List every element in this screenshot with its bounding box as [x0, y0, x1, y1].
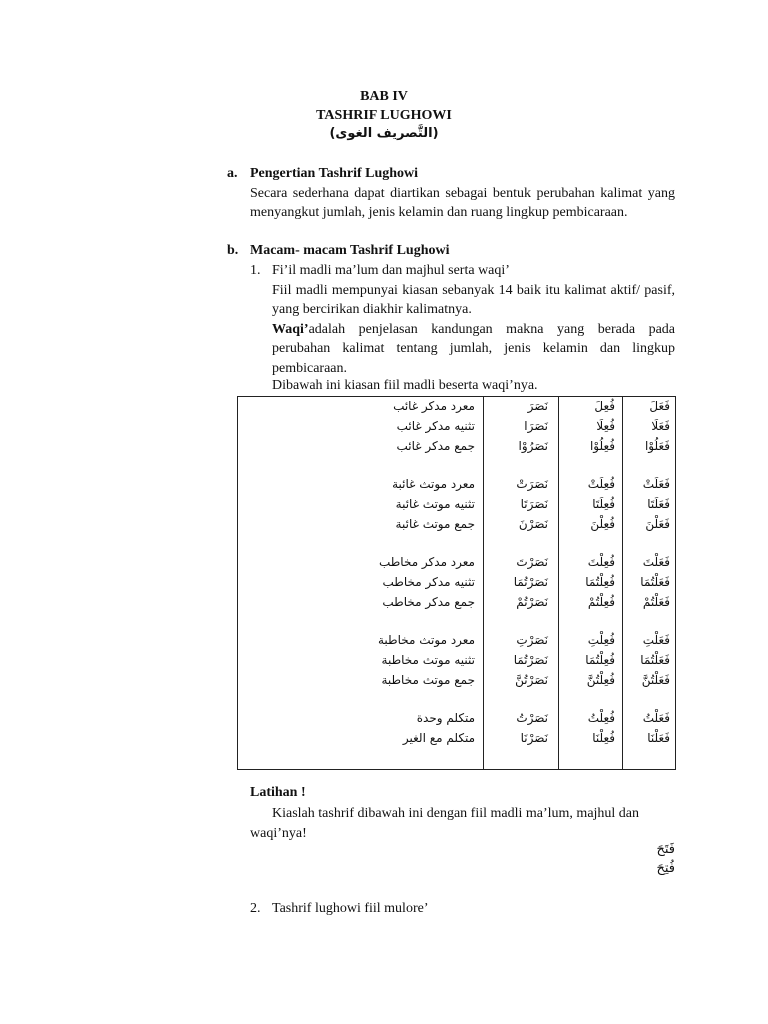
table-cell-description: تثنيه موتث غائبة [395, 497, 475, 511]
section-b-marker: b. [227, 243, 239, 258]
item1-marker: 1. [250, 263, 261, 278]
table-cell-verb: نَصَرَ [527, 399, 548, 413]
waqi-label: Waqi’ [272, 322, 309, 337]
table-cell-description: جمع مدكر غائب [396, 439, 475, 453]
item2-title: Tashrif lughowi fiil mulore’ [272, 901, 429, 916]
table-cell-verb: فُعِلْتَ [587, 555, 615, 569]
latihan-text-line-2: waqi’nya! [250, 826, 307, 841]
table-cell-description: متكلم وحدة [416, 711, 475, 725]
item1-title: Fi’il madli ma’lum dan majhul serta waqi’ [272, 263, 510, 278]
item1-paragraph-1: Fiil madli mempunyai kiasan sebanyak 14 baik itu kalimat aktif/ pasif, yang bercirikan diakhir kalimatnya. [272, 283, 675, 318]
table-cell-description: معرد موتث مخاطبة [378, 633, 475, 647]
chapter-arabic-title: (التَّصريف الغوى) [329, 126, 439, 141]
table-cell-description: معرد مدكر غائب [393, 399, 475, 413]
table-cell-description: جمع موتث غائبة [395, 517, 475, 531]
table-divider [558, 397, 559, 769]
table-cell-verb: فُعِلْتُمْ [587, 595, 615, 609]
table-cell-verb: فُعِلْتِ [587, 633, 615, 647]
table-cell-verb: فَعَلْنَا [647, 731, 670, 745]
table-cell-verb: فَعَلْتُمَا [640, 653, 670, 667]
table-cell-verb: نَصَرْنَ [518, 517, 548, 531]
item1-paragraph-2 [272, 320, 675, 378]
table-cell-verb: نَصَرْتُمَا [513, 653, 548, 667]
latihan-text-line-1: Kiaslah tashrif dibawah ini dengan fiil madli ma’lum, majhul dan [272, 806, 640, 821]
table-cell-verb: نَصَرَتَا [520, 497, 548, 511]
table-cell-verb: نَصَرْتِ [516, 633, 548, 647]
table-divider [622, 397, 623, 769]
table-cell-verb: فَعَلْتُ [642, 711, 670, 725]
section-a-title: Pengertian Tashrif Lughowi [250, 166, 419, 181]
latihan-title: Latihan ! [250, 785, 306, 800]
section-b-title: Macam- macam Tashrif Lughowi [250, 243, 450, 258]
table-cell-verb: فَعَلْتُنَّ [641, 673, 670, 687]
exercise-word-1: فَتَحَ [656, 842, 675, 857]
section-a-marker: a. [227, 166, 238, 181]
table-cell-verb: فَعَلَ [649, 399, 670, 413]
table-cell-description: تثنيه مدكر غائب [396, 419, 475, 433]
table-cell-verb: نَصَرْتَ [516, 555, 548, 569]
table-cell-verb: فُعِلَ [594, 399, 615, 413]
table-cell-verb: فَعَلَا [651, 419, 670, 433]
table-divider [483, 397, 484, 769]
table-cell-verb: نَصَرُوْا [518, 439, 548, 453]
table-cell-description: متكلم مع الغير [402, 731, 475, 745]
table-cell-verb: فُعِلْتُمَا [585, 575, 615, 589]
table-cell-verb: فَعَلْتِ [642, 633, 670, 647]
table-cell-verb: فَعَلَتْ [642, 477, 670, 491]
table-cell-verb: فَعَلْتُمْ [642, 595, 670, 609]
waqi-definition: adalah penjelasan kandungan makna yang berada pada perubahan kalimat tentang jumlah, jenis kelamin dan lingkup pembicaraan. [272, 322, 675, 376]
table-cell-verb: نَصَرْتُمَا [513, 575, 548, 589]
exercise-word-2: فُتِحَ [656, 861, 675, 876]
table-cell-verb: نَصَرَتْ [516, 477, 548, 491]
table-cell-verb: نَصَرَا [524, 419, 548, 433]
table-cell-description: جمع مدكر مخاطب [382, 595, 475, 609]
table-cell-description: جمع موتث مخاطبة [381, 673, 475, 687]
table-cell-verb: فُعِلَتْ [587, 477, 615, 491]
table-cell-verb: فُعِلْتُ [587, 711, 615, 725]
table-cell-verb: فَعَلُوْا [644, 439, 670, 453]
table-cell-description: تثنيه موتث مخاطبة [381, 653, 475, 667]
section-a-text: Secara sederhana dapat diartikan sebagai bentuk perubahan kalimat yang menyangkut jumlah, jenis kelamin dan ruang lingkup pembicaraan. [250, 186, 675, 220]
table-intro: Dibawah ini kiasan fiil madli beserta waqi’nya. [272, 378, 538, 393]
table-cell-verb: فَعَلْتُمَا [640, 575, 670, 589]
table-cell-description: معرد موتث غائبة [392, 477, 475, 491]
table-cell-verb: نَصَرْتُمْ [516, 595, 548, 609]
chapter-label: BAB IV [360, 89, 408, 104]
table-cell-verb: فُعِلُوْا [589, 439, 615, 453]
chapter-title: TASHRIF LUGHOWI [316, 108, 452, 123]
table-cell-description: تثنيه مدكر مخاطب [382, 575, 475, 589]
item2-marker: 2. [250, 901, 261, 916]
table-cell-verb: فُعِلَتَا [592, 497, 615, 511]
table-cell-verb: فُعِلَا [596, 419, 615, 433]
table-cell-verb: فَعَلْتَ [642, 555, 670, 569]
table-cell-verb: نَصَرْتُنَّ [515, 673, 548, 687]
table-cell-verb: فُعِلْتُنَّ [586, 673, 615, 687]
table-cell-verb: نَصَرْتُ [516, 711, 548, 725]
table-cell-description: معرد مدكر مخاطب [378, 555, 475, 569]
tashrif-table [237, 396, 676, 770]
table-cell-verb: فَعَلَتَا [647, 497, 670, 511]
table-cell-verb: فُعِلْنَ [590, 517, 615, 531]
table-cell-verb: نَصَرْنَا [520, 731, 548, 745]
table-cell-verb: فُعِلْنَا [592, 731, 615, 745]
table-cell-verb: فَعَلْنَ [645, 517, 670, 531]
table-cell-verb: فُعِلْتُمَا [585, 653, 615, 667]
